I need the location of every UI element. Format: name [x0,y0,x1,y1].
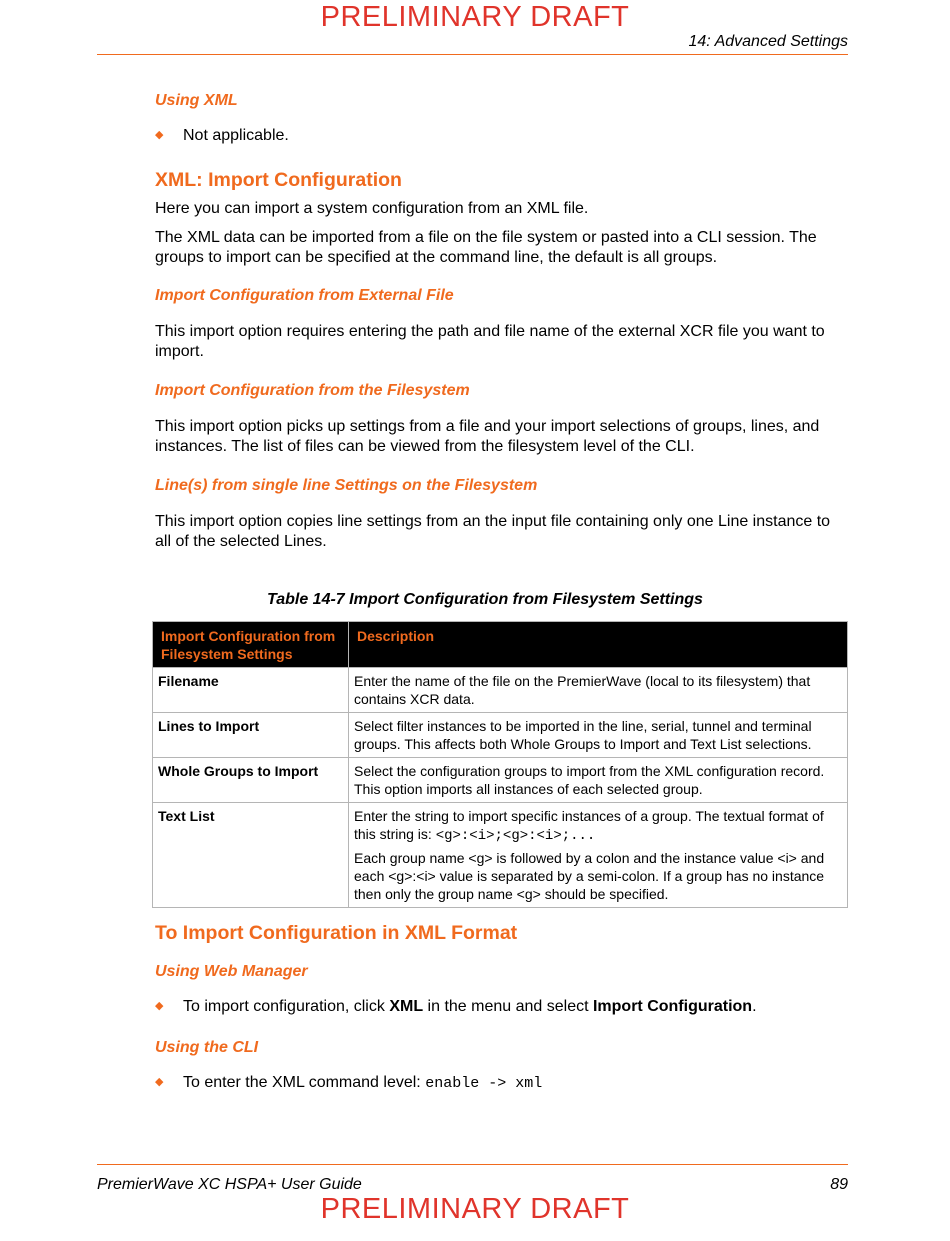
filesystem-paragraph: This import option picks up settings from a file and your import selections of groups, lines, and instances. The list of files can be viewed from the filesystem level of the CLI. [155,418,820,455]
table-row [153,713,848,758]
diamond-bullet-icon: ◆ [155,129,164,141]
setting-description-cell [349,803,848,908]
web-step-text: To import configuration, click [183,998,390,1015]
heading-cli: Using the CLI [155,1039,259,1056]
web-step-text: . [752,998,757,1015]
watermark-bottom: PRELIMINARY DRAFT [320,1193,630,1225]
cli-step-text: To enter the XML command level: [183,1074,421,1091]
table-header-cell: Description [349,622,848,668]
table-header-row [153,622,848,668]
bullet-text: Not applicable. [183,127,289,144]
chapter-header: 14: Advanced Settings [688,33,848,50]
setting-name: Text List [153,803,349,908]
lines-paragraph: This import option copies line settings from an the input file containing only one Line instance to all of the selected Lines. [155,513,831,550]
setting-name: Filename [153,668,349,713]
table-header-cell: Import Configuration from Filesystem Settings [153,622,349,668]
header-rule [97,54,848,55]
bullet-cli [155,1074,542,1092]
web-step-text: in the menu and select [423,998,593,1015]
heading-how-to-import: To Import Configuration in XML Format [155,922,518,944]
external-file-paragraph: This import option requires entering the path and file name of the external XCR file you want to import. [155,323,825,360]
heading-external-file: Import Configuration from External File [155,287,454,304]
table-row [153,758,848,803]
watermark-top: PRELIMINARY DRAFT [320,1,630,33]
xml-menu-label: XML [389,998,424,1015]
table-row [153,803,848,908]
intro-paragraph-1: Here you can import a system configuration from an XML file. [155,200,589,217]
diamond-bullet-icon: ◆ [155,1000,164,1012]
heading-lines: Line(s) from single line Settings on the Filesystem [155,477,538,494]
diamond-bullet-icon: ◆ [155,1076,164,1088]
text-list-format-code: <g>:<i>;<g>:<i>;... [435,828,596,844]
setting-description: Select the configuration groups to import from the XML configuration record. This option imports all instances of each selected group. [349,758,848,803]
settings-table [152,621,848,908]
setting-name: Lines to Import [153,713,349,758]
heading-using-xml: Using XML [155,92,238,109]
page-number: 89 [830,1176,848,1193]
bullet-web-manager [155,998,757,1016]
heading-web-manager: Using Web Manager [155,963,308,980]
setting-description: Enter the name of the file on the PremierWave (local to its filesystem) that contains XCR data. [349,668,848,713]
heading-xml-import: XML: Import Configuration [155,169,402,191]
table-row [153,668,848,713]
setting-description: Select filter instances to be imported in the line, serial, tunnel and terminal groups. This affects both Whole Groups to Import and Text List selections. [349,713,848,758]
intro-paragraph-2: The XML data can be imported from a file on the file system or pasted into a CLI session. The groups to import can be specified at the command line, the default is all groups. [155,229,817,266]
table-caption: Table 14-7 Import Configuration from Filesystem Settings [267,591,703,608]
heading-filesystem: Import Configuration from the Filesystem [155,382,470,399]
setting-description-detail: Each group name <g> is followed by a colon and the instance value <i> and each <g>:<i> value is separated by a semi-colon. If a group has no instance then only the group name <g> should be specified. [354,850,825,902]
footer-rule [97,1164,848,1165]
setting-description: Enter the string to import specific instances of a group. The textual format of this string is: [354,808,824,842]
import-configuration-label: Import Configuration [592,998,753,1015]
cli-command-code: enable -> xml [425,1075,543,1092]
bullet-not-applicable [155,127,289,145]
footer-title: PremierWave XC HSPA+ User Guide [97,1176,362,1193]
setting-name: Whole Groups to Import [153,758,349,803]
